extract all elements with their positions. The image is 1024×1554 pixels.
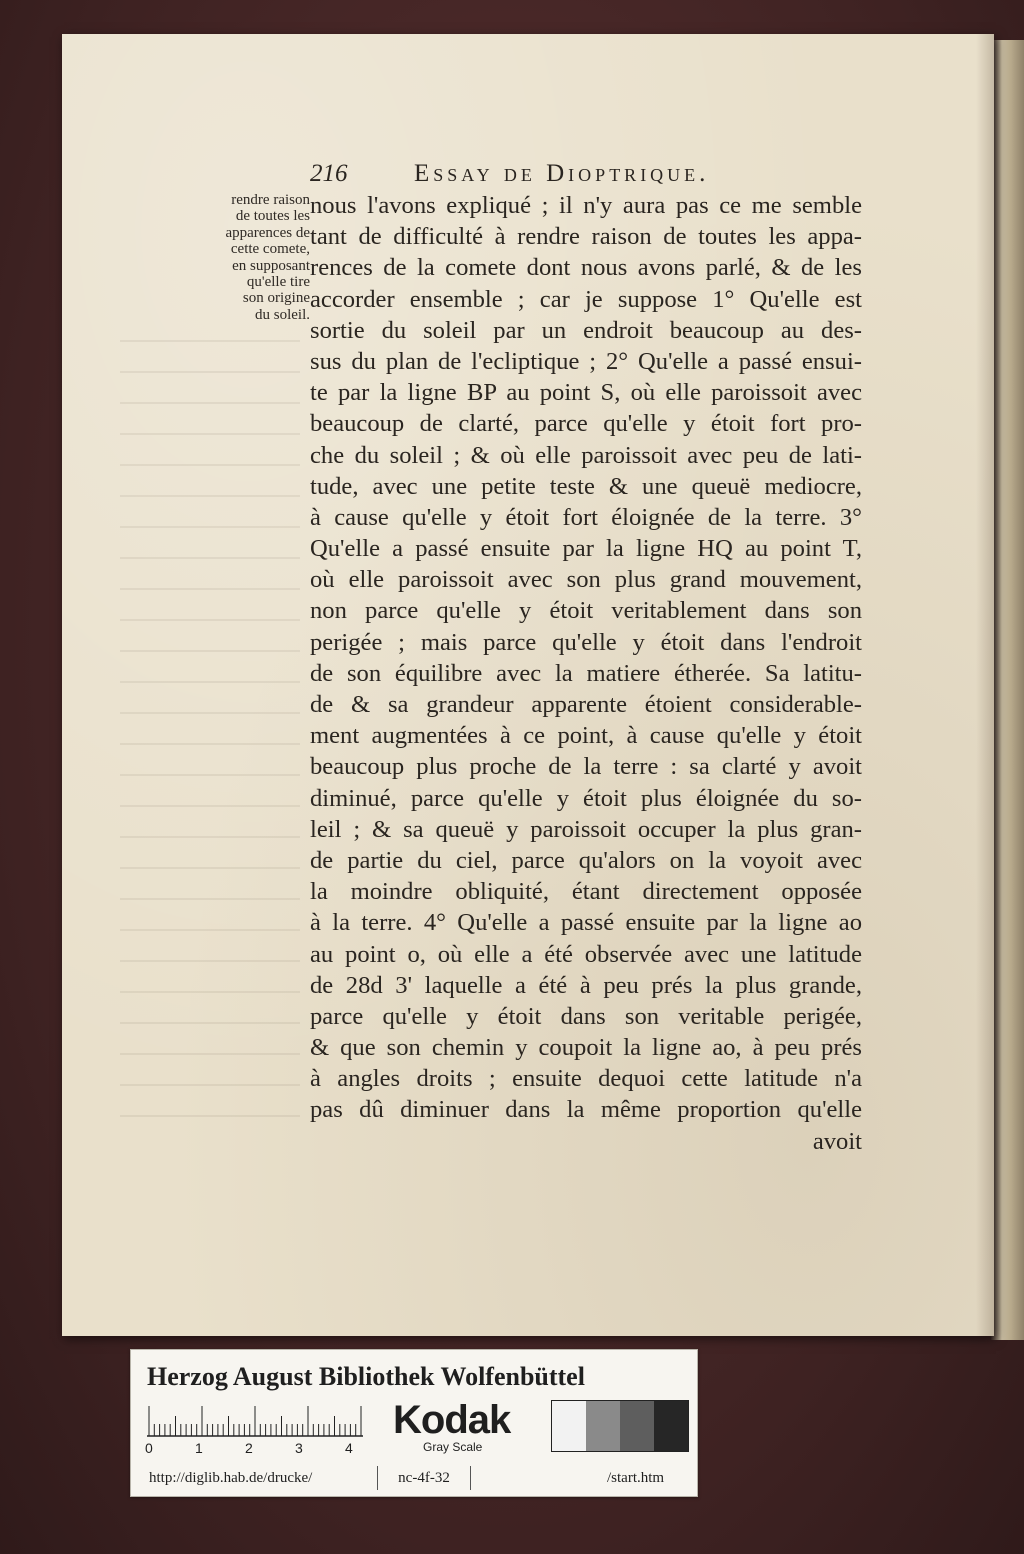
body-line: diminué, parce qu'elle y étoit plus éloignée du so- xyxy=(310,784,862,812)
marginal-note-line: rendre raison xyxy=(231,192,310,208)
body-line: sus du plan de l'ecliptique ; 2° Qu'elle a passé ensui- xyxy=(310,347,862,375)
body-line: tant de difficulté à rendre raison de toutes les appa- xyxy=(310,223,862,251)
ruler-scale-labels xyxy=(141,1440,371,1458)
show-through-text xyxy=(120,340,300,1120)
body-line: che du soleil ; & où elle paroissoit avec peu de lati- xyxy=(310,441,862,469)
body-line: te par la ligne BP au point S, où elle paroissoit avec xyxy=(310,379,862,407)
body-line: Qu'elle a passé ensuite par la ligne HQ au point T, xyxy=(310,535,862,563)
gray-scale-label: Gray Scale xyxy=(423,1440,483,1454)
source-url xyxy=(131,1466,697,1492)
marginal-note-line: cette comete, xyxy=(230,241,310,258)
body-text xyxy=(310,190,862,1157)
body-line: où elle paroissoit avec son plus grand mouvement, xyxy=(310,566,862,594)
running-title: Essay de Dioptrique. xyxy=(414,160,710,187)
measurement-ruler xyxy=(147,1402,363,1438)
url-identifier: nc-4f-32 xyxy=(377,1466,471,1490)
ruler-label: 0 xyxy=(145,1440,153,1456)
body-line: au point o, où elle a été observée avec une latitude xyxy=(310,940,862,968)
page-number: 216 xyxy=(310,160,348,187)
marginal-note-line: du soleil. xyxy=(255,306,310,323)
url-prefix: http://diglib.hab.de/drucke/ xyxy=(149,1470,313,1486)
body-line: de 28d 3' laquelle a été à peu prés la plus grande, xyxy=(310,971,862,999)
body-line: parce qu'elle y étoit dans son veritable perigée, xyxy=(310,1002,862,1030)
body-line: nous l'avons expliqué ; il n'y aura pas ce me semble xyxy=(310,192,862,219)
body-line: rences de la comete dont nous avons parlé, & de les xyxy=(310,254,862,282)
facing-page-edge xyxy=(990,40,1024,1340)
body-line: sortie du soleil par un endroit beaucoup au des- xyxy=(310,316,862,344)
body-line: à cause qu'elle y étoit fort éloignée de la terre. 3° xyxy=(310,503,862,531)
marginal-note-line: de toutes les xyxy=(235,208,310,225)
body-line: de son équilibre avec la matiere étherée. Sa latitu- xyxy=(310,659,862,687)
ruler-label: 4 xyxy=(345,1440,353,1456)
gray-patch xyxy=(620,1401,654,1451)
marginal-note xyxy=(190,192,310,323)
gutter-shadow xyxy=(976,34,994,1336)
catchword: avoit xyxy=(812,1127,862,1155)
body-line: à la terre. 4° Qu'elle a passé ensuite par la ligne ao xyxy=(310,909,862,937)
ruler-label: 1 xyxy=(195,1440,203,1456)
url-suffix: /start.htm xyxy=(607,1470,665,1486)
body-line: beaucoup de clarté, parce qu'elle y étoit fort pro- xyxy=(310,410,862,438)
body-line: la moindre obliquité, étant directement opposée xyxy=(310,878,862,906)
color-target-card xyxy=(130,1349,698,1497)
body-line: accorder ensemble ; car je suppose 1° Qu'elle est xyxy=(310,285,862,313)
ruler-label: 3 xyxy=(295,1440,303,1456)
gray-patch xyxy=(654,1401,688,1451)
marginal-note-line: son origine xyxy=(242,290,310,307)
body-line: tude, avec une petite teste & une queuë mediocre, xyxy=(310,472,862,500)
marginal-note-line: en supposant xyxy=(232,257,310,274)
marginal-note-line: apparences de xyxy=(225,224,310,241)
marginal-note-line: qu'elle tire xyxy=(246,274,310,291)
gray-patch xyxy=(552,1401,586,1451)
body-line: non parce qu'elle y étoit veritablement dans son xyxy=(310,597,862,625)
body-line: beaucoup plus proche de la terre : sa clarté y avoit xyxy=(310,753,862,781)
gray-scale-patches xyxy=(551,1400,689,1452)
body-line: pas dû diminuer dans la même proportion qu'elle xyxy=(310,1096,862,1124)
library-name: Herzog August Bibliothek Wolfenbüttel xyxy=(147,1362,585,1391)
body-line: de & sa grandeur apparente étoient considerable- xyxy=(310,691,862,718)
body-line: perigée ; mais parce qu'elle y étoit dans l'endroit xyxy=(310,628,862,656)
body-line: ment augmentées à ce point, à cause qu'elle y étoit xyxy=(310,722,862,750)
ruler-label: 2 xyxy=(245,1440,253,1456)
body-line: leil ; & sa queuë y paroissoit occuper la plus gran- xyxy=(310,815,862,843)
body-line: à angles droits ; ensuite dequoi cette latitude n'a xyxy=(310,1065,862,1093)
kodak-logo: Kodak xyxy=(393,1398,511,1442)
body-line: de partie du ciel, parce qu'alors on la voyoit avec xyxy=(310,846,862,874)
body-line: & que son chemin y coupoit la ligne ao, à peu prés xyxy=(310,1034,862,1062)
gray-patch xyxy=(586,1401,620,1451)
running-head xyxy=(310,160,870,192)
